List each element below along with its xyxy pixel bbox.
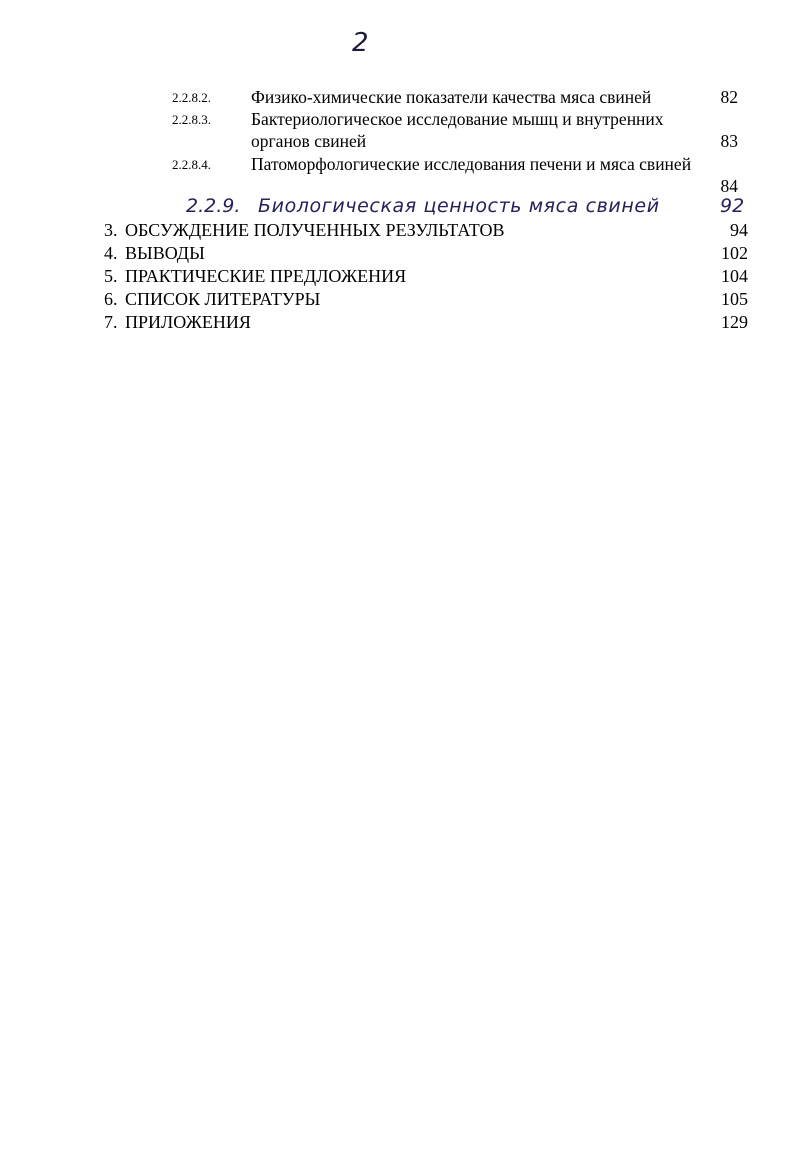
toc-entry-title: Патоморфологические исследования печени и мяса свиней bbox=[251, 154, 692, 174]
toc-entry-title: Бактериологическое исследование мышц и внутренних органов свиней bbox=[251, 109, 664, 151]
handwritten-entry-number: 2.2.9. bbox=[186, 195, 241, 217]
toc-entry-number: 6. bbox=[104, 289, 118, 309]
toc-entry-title: ОБСУЖДЕНИЕ ПОЛУЧЕННЫХ РЕЗУЛЬТАТОВ bbox=[125, 220, 505, 240]
toc-entry bbox=[0, 153, 792, 197]
toc-entry-page: 105 bbox=[721, 289, 748, 309]
toc-entry bbox=[0, 265, 792, 288]
toc-entry-title: ПРАКТИЧЕСКИЕ ПРЕДЛОЖЕНИЯ bbox=[125, 266, 407, 286]
toc-entry bbox=[0, 219, 792, 242]
toc-entry-page: 104 bbox=[721, 266, 748, 286]
toc-entry bbox=[0, 311, 792, 334]
toc-entry-number: 5. bbox=[104, 266, 118, 286]
toc-entry-title: СПИСОК ЛИТЕРАТУРЫ bbox=[125, 289, 321, 309]
toc-entry-title: ВЫВОДЫ bbox=[125, 243, 205, 263]
toc-entry-number: 4. bbox=[104, 243, 118, 263]
toc-entry bbox=[0, 242, 792, 265]
toc-entry-page: 129 bbox=[721, 312, 748, 332]
toc-entry-title: Физико-химические показатели качества мяса свиней bbox=[251, 87, 652, 107]
toc-entry-number: 2.2.8.2. bbox=[172, 90, 211, 105]
handwritten-entry-title: Биологическая ценность мяса свиней bbox=[258, 195, 660, 217]
toc-entry-page: 83 bbox=[720, 131, 738, 151]
toc-entry bbox=[0, 288, 792, 311]
toc-entry-page: 84 bbox=[720, 176, 738, 196]
toc-entry-page: 94 bbox=[730, 220, 748, 240]
toc-entry-number: 3. bbox=[104, 220, 118, 240]
toc-entry-page: 102 bbox=[721, 243, 748, 263]
toc-entry-page: 82 bbox=[720, 87, 738, 107]
page-number: 2 bbox=[352, 28, 369, 58]
toc-entry bbox=[0, 108, 792, 152]
toc-entry-number: 7. bbox=[104, 312, 118, 332]
toc-entry-number: 2.2.8.4. bbox=[172, 157, 211, 172]
toc-entry-number: 2.2.8.3. bbox=[172, 112, 211, 127]
toc-entry-title: ПРИЛОЖЕНИЯ bbox=[125, 312, 251, 332]
handwritten-entry-page: 92 bbox=[720, 195, 745, 217]
toc-entry bbox=[0, 86, 792, 108]
